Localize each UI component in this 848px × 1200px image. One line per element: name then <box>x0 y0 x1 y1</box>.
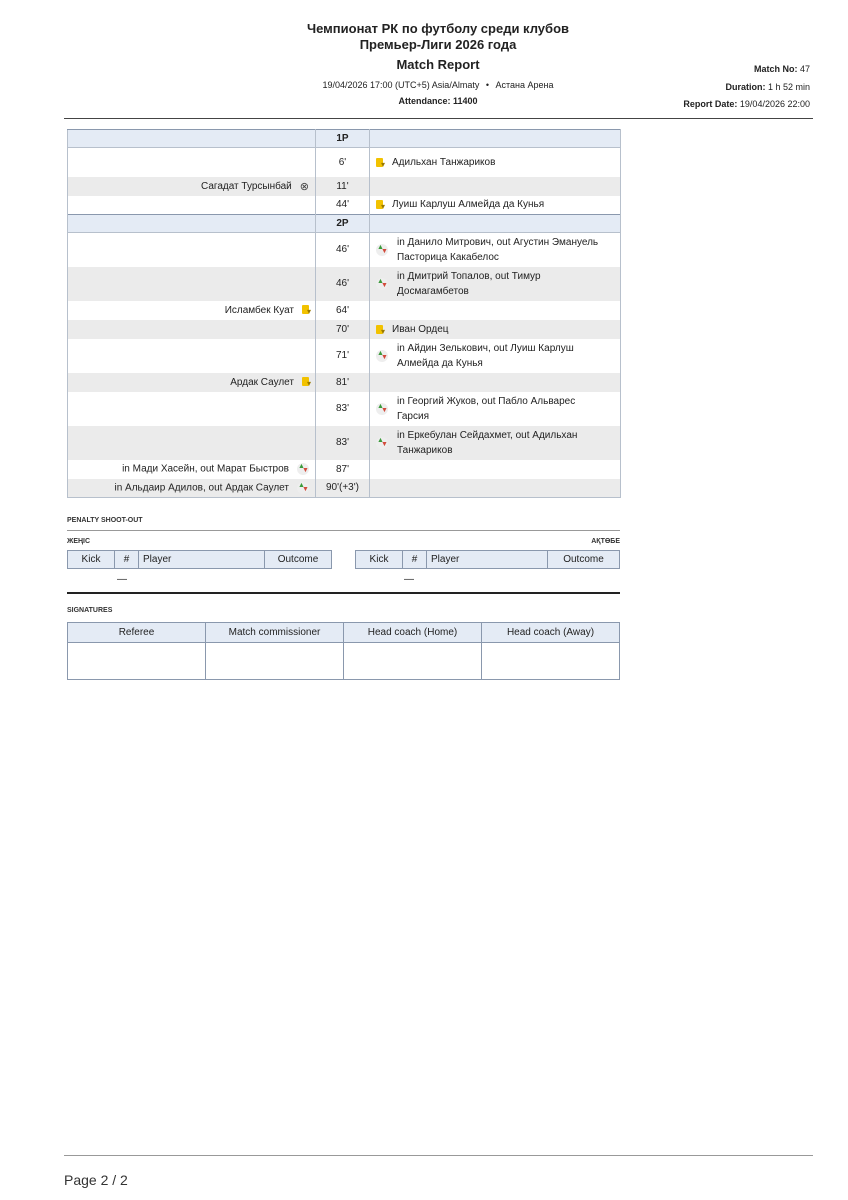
sig-home-coach-box <box>344 643 482 680</box>
substitution-icon: ▲ ▼ <box>377 277 388 289</box>
match-report-heading: Match Report <box>396 57 480 72</box>
sig-home-coach-header: Head coach (Home) <box>344 623 482 643</box>
event-row <box>68 148 621 177</box>
match-datetime: 19/04/2026 17:00 (UTC+5) Asia/Almaty <box>322 80 480 90</box>
away-event-text: in Айдин Зелькович, out Луиш Карлуш Алмейда да Кунья <box>397 342 574 369</box>
event-row <box>68 177 621 196</box>
page-number: Page 2 / 2 <box>64 1172 128 1188</box>
period-label: 2P <box>316 215 370 233</box>
sig-commissioner-header: Match commissioner <box>206 623 344 643</box>
away-event-text: in Дмитрий Топалов, out Тимур Досмагамбетов <box>397 270 541 297</box>
event-minute: 81' <box>316 373 370 392</box>
event-minute: 87' <box>316 460 370 479</box>
event-row <box>68 233 621 267</box>
period-label: 1P <box>316 130 370 148</box>
penalty-title: PENALTY SHOOT-OUT <box>67 517 143 524</box>
penalty-divider <box>67 530 620 531</box>
event-minute: 46' <box>316 233 370 267</box>
away-event-text: in Еркебулан Сейдахмет, out Адильхан Танжариков <box>397 429 578 456</box>
substitution-icon: ▲ ▼ <box>377 243 388 255</box>
event-row <box>68 479 621 498</box>
home-event-text: in Альдаир Адилов, out Ардак Саулет <box>114 482 289 494</box>
event-row <box>68 373 621 392</box>
sig-commissioner-box <box>206 643 344 680</box>
venue: Астана Арена <box>495 80 554 90</box>
away-event-text: in Данило Митрович, out Агустин Эмануель Пасторица Какабелос <box>397 236 599 263</box>
substitution-icon: ▲ ▼ <box>377 349 388 361</box>
event-minute: 44' <box>316 196 370 215</box>
away-penalty-empty: — <box>404 574 414 585</box>
event-row <box>68 196 621 215</box>
footer-divider <box>64 1155 813 1156</box>
event-row <box>68 320 621 339</box>
competition-line2: Премьер-Лиги 2026 года <box>359 37 517 52</box>
event-row <box>68 392 621 426</box>
event-row <box>68 301 621 320</box>
attendance: Attendance: 11400 <box>398 96 478 106</box>
event-minute: 64' <box>316 301 370 320</box>
goal-ball-icon: ⊗ <box>299 180 309 193</box>
home-penalty-table <box>67 550 332 569</box>
col-kick: Kick <box>356 551 403 569</box>
home-penalty-empty: — <box>117 574 127 585</box>
event-row <box>68 267 621 301</box>
substitution-icon: ▲ ▼ <box>298 481 309 493</box>
away-event-text: Адильхан Танжариков <box>392 156 496 168</box>
home-team-label: ЖЕҢІС <box>67 538 91 545</box>
event-minute: 70' <box>316 320 370 339</box>
col-player: Player <box>139 551 265 569</box>
competition-line1: Чемпионат РК по футболу среди клубов <box>306 21 569 36</box>
event-minute: 83' <box>316 426 370 460</box>
event-minute: 46' <box>316 267 370 301</box>
col-number: # <box>403 551 427 569</box>
away-team-label: АҚТӨБЕ <box>591 538 620 545</box>
event-row <box>68 426 621 460</box>
away-event-text: in Георгий Жуков, out Пабло Альварес Гарсия <box>397 395 576 422</box>
match-duration: Duration: 1 h 52 min <box>725 82 810 92</box>
event-minute: 90'(+3') <box>316 479 370 498</box>
yellow-card-icon <box>376 325 383 334</box>
sig-away-coach-header: Head coach (Away) <box>482 623 620 643</box>
away-event-text: Луиш Карлуш Алмейда да Кунья <box>392 199 545 211</box>
home-event-text: Исламбек Куат <box>224 304 294 316</box>
signatures-title: SIGNATURES <box>67 607 113 614</box>
home-event-text: in Мади Хасейн, out Марат Быстров <box>122 463 289 475</box>
yellow-card-icon <box>376 158 383 167</box>
event-minute: 71' <box>316 339 370 373</box>
col-outcome: Outcome <box>265 551 332 569</box>
yellow-card-icon <box>376 200 383 209</box>
event-row <box>68 460 621 479</box>
col-kick: Kick <box>68 551 115 569</box>
header-divider <box>64 118 813 119</box>
home-event-text: Сагадат Турсынбай <box>201 180 292 192</box>
event-minute: 6' <box>316 148 370 177</box>
events-table <box>67 129 621 498</box>
col-outcome: Outcome <box>548 551 620 569</box>
away-penalty-table <box>355 550 620 569</box>
sig-away-coach-box <box>482 643 620 680</box>
separator-dot: • <box>485 80 489 90</box>
event-minute: 11' <box>316 177 370 196</box>
match-info <box>0 80 848 90</box>
home-event-text: Ардак Саулет <box>230 376 294 388</box>
match-number: Match No: 47 <box>753 64 810 74</box>
signatures-table <box>67 622 620 680</box>
substitution-icon: ▲ ▼ <box>298 463 309 474</box>
col-player: Player <box>427 551 548 569</box>
event-row <box>68 339 621 373</box>
period-row <box>68 130 621 148</box>
event-minute: 83' <box>316 392 370 426</box>
yellow-card-icon <box>302 305 309 314</box>
report-title <box>0 21 848 53</box>
away-event-text: Иван Ордец <box>392 323 449 335</box>
col-number: # <box>115 551 139 569</box>
report-date: Report Date: 19/04/2026 22:00 <box>683 99 810 109</box>
penalty-bottom-rule <box>67 592 620 594</box>
sig-referee-header: Referee <box>68 623 206 643</box>
period-row <box>68 215 621 233</box>
substitution-icon: ▲ ▼ <box>377 402 388 414</box>
sig-referee-box <box>68 643 206 680</box>
substitution-icon: ▲ ▼ <box>377 436 388 448</box>
yellow-card-icon <box>302 377 309 386</box>
